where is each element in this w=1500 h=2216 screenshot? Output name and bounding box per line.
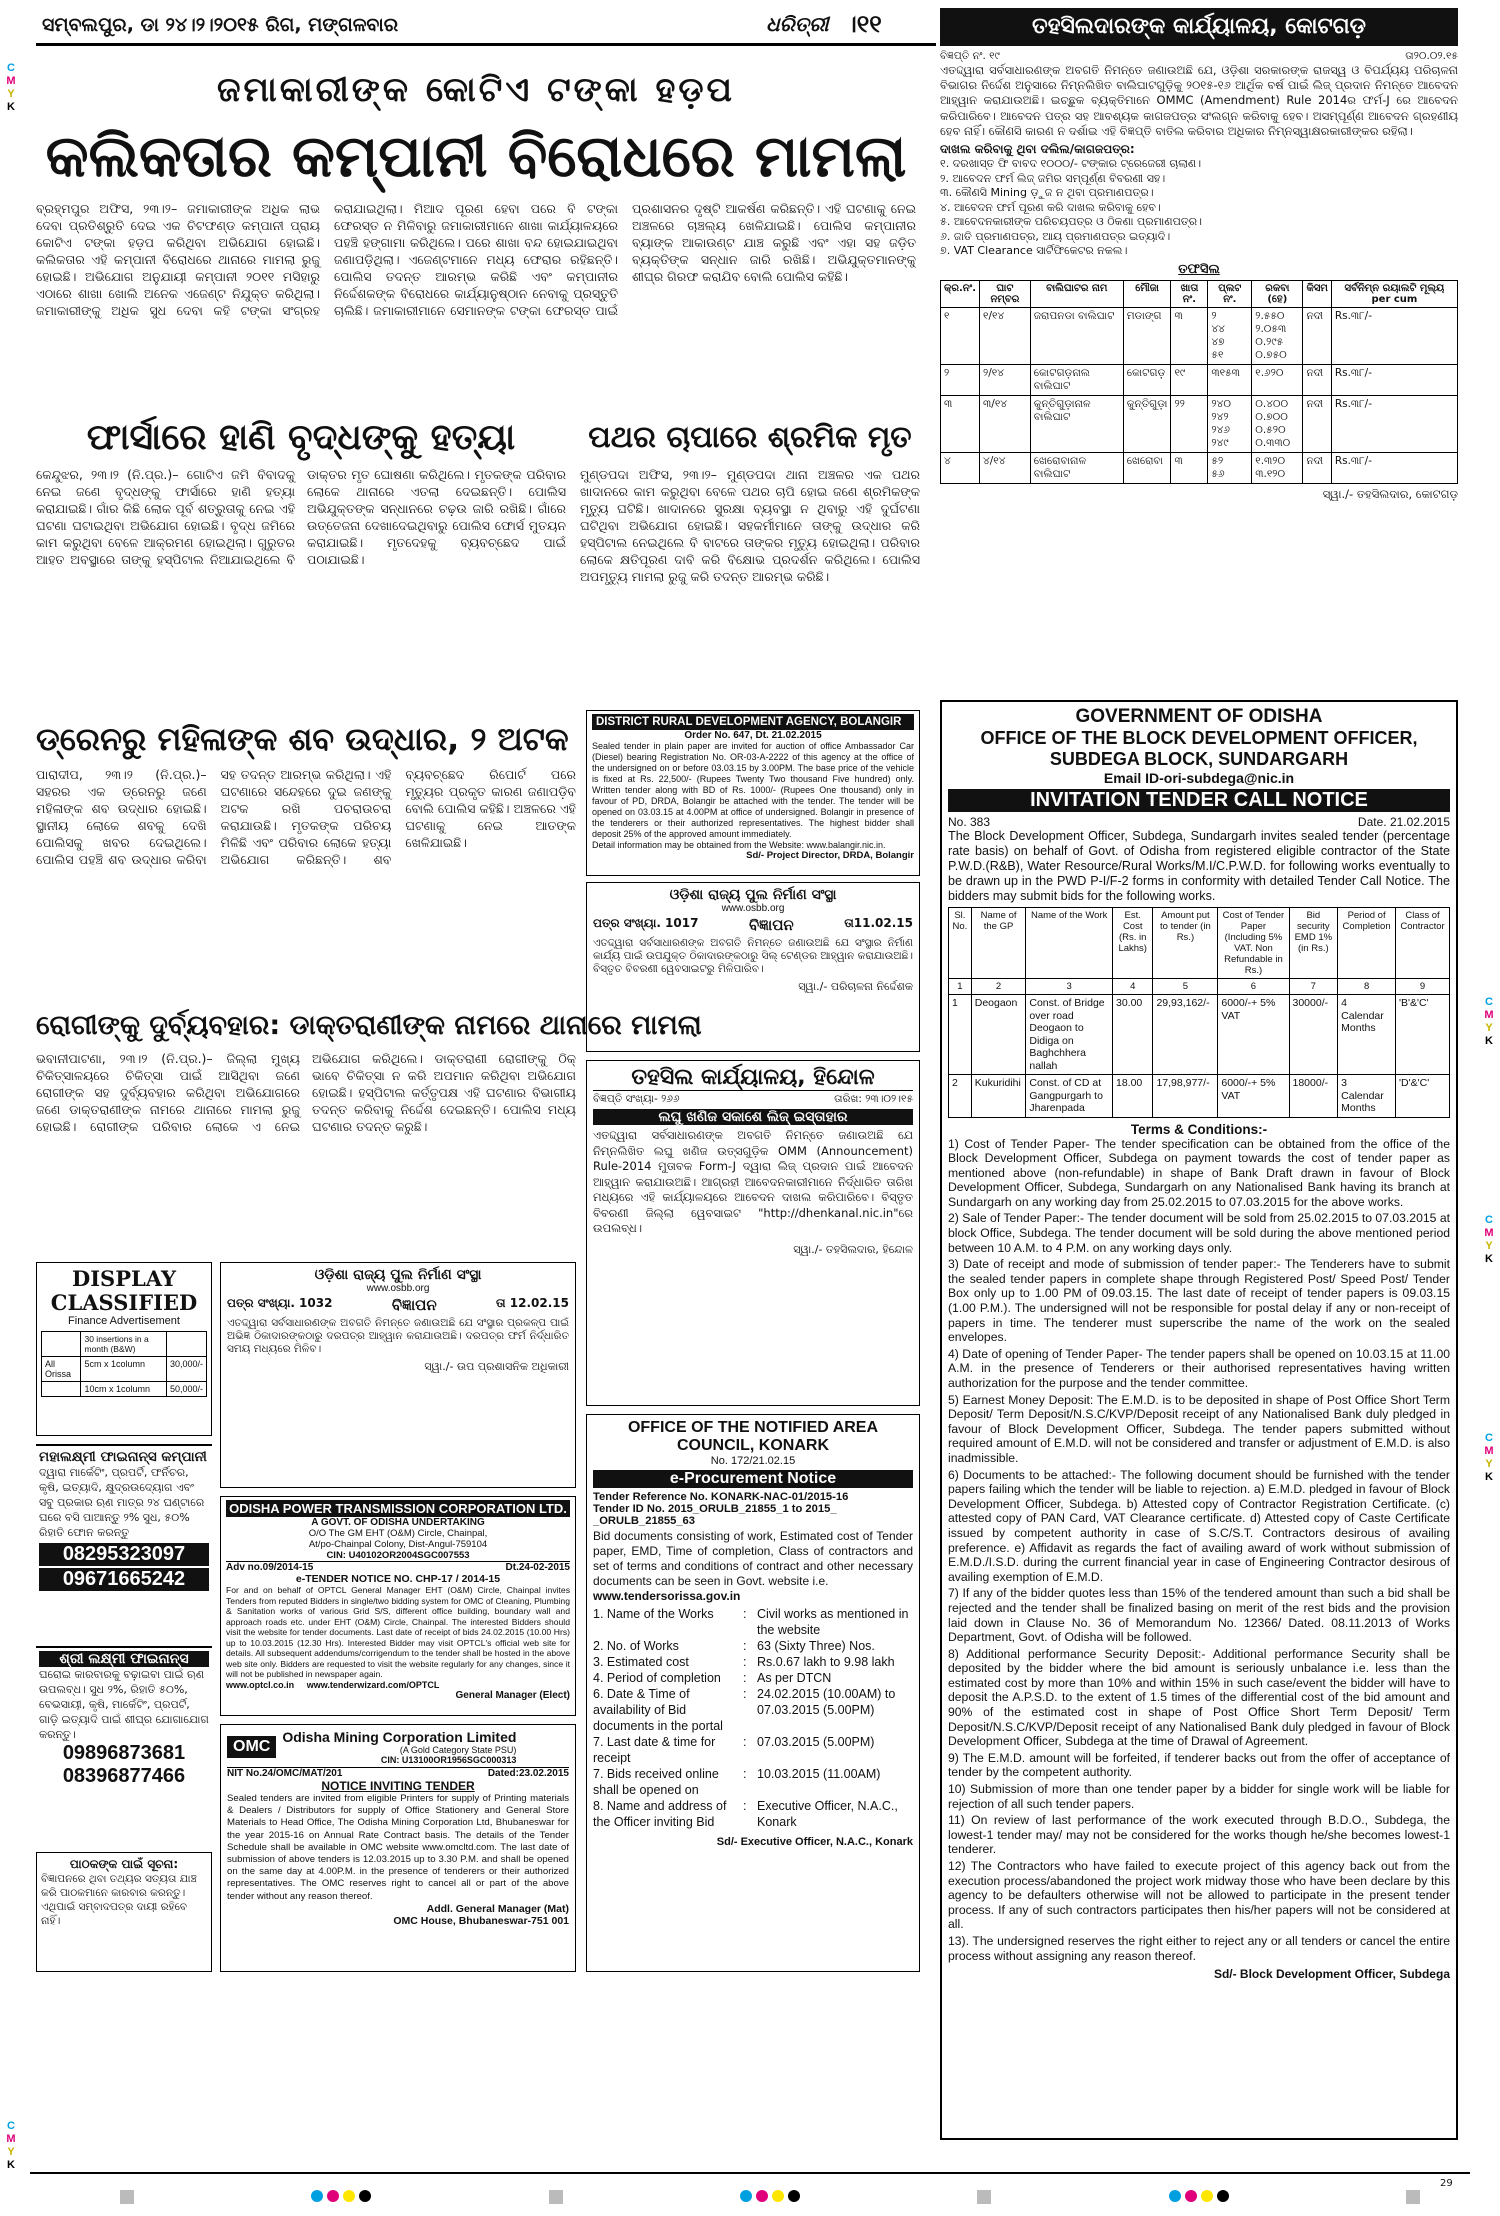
bdo-terms (948, 1137, 1450, 1964)
kotgarh-cell: ୪ (941, 452, 980, 483)
kotgarh-notice (940, 50, 1458, 690)
nac-item (593, 1798, 913, 1830)
nac-item-sep: : (743, 1687, 747, 1701)
bdo-term: 6) Documents to be attached:- The following document should be furnished with the tender papers failing which the tender will be liable to rejection. a) E.M.D. pledged in favour of Block Development Officer, Subdega. b) Attested copy of Contractor Registration Certificate. (c) attested copy of PAN Card, VAT Clearance certificate. d) Attested copy of Caste Certificate issued by competent authority in case of S.C/S.T. Contractors desirous of availing preference. e) Affidavit as regards the fact of availing award of work without submission of E.M.D./I.S.D. during the current financial year in case of Engineering Contractor desirous of availing exemption of E.M.D. (948, 1467, 1450, 1584)
bdo-sign: Sd/- Block Development Officer, Subdega (1213, 1967, 1450, 1982)
kotgarh-cell: ୫୨ ୫୬ (1208, 452, 1252, 483)
display-classified (36, 1262, 212, 1436)
footer-rule (30, 2172, 1470, 2174)
bdo-num-cell: 9 (1396, 979, 1450, 995)
table-row (941, 395, 1458, 452)
nac-item-value: 10.03.2015 (11.00AM) (757, 1767, 881, 1781)
bdo-header-cell: Class of Contractor (1396, 908, 1450, 979)
omc-sub: (A Gold Category State PSU) (399, 1745, 517, 1755)
kotgarh-doc-item: ୧. ଦରଖାସ୍ତ ଫି ବାବଦ ୧୦୦୦/- ଟଙ୍କାର ଟ୍ରେଜେରୀ ଚାଲାଣ। (940, 157, 1202, 171)
omc-body: Sealed tenders are invited from eligible Printers for supply of Printing materials & Dealers / Distributors for supply of Office Stationery and General Store Materials to Head Office, The Odisha Mining Corporation Ltd, Bhubaneswar for the year 2015-16 on Annual Rate Contract basis. The details of the Tender Schedule shall be available in OMC website www.omcltd.com. The last date of submission of above tenders is 12.03.2015 up to 3.30 P.M. and shall be opened on the same day at 4.00P.M. in the presence of tenderers or their authorized representatives. The OMC reserves right to cancel all or part of the above tender without any reason thereof. (227, 1793, 569, 1902)
kotgarh-cell: ୧୯ (1171, 364, 1208, 395)
optcl-date: Dt.24-02-2015 (505, 1562, 570, 1573)
osbb2-sign: ସ୍ୱା./- ଉପ ପ୍ରଶାସନିକ ଅଧିକାରୀ (424, 1360, 569, 1373)
story4-body: ପାରାଦୀପ, ୨୩।୨ (ନି.ପ୍ର.)– ସହରର ଏକ ଡ୍ରେନରୁ ଜଣେ ମହିଳାଙ୍କ ଶବ ଉଦ୍ଧାର ହୋଇଛି। ସ୍ଥାନୀୟ ଲୋକେ ଶବକୁ ଦେଖି ପୋଲିସକୁ ଖବର ଦେଇଥିଲେ। ପୋଲିସ ପହଞ୍ଚି ଶବ ଉଦ୍ଧାର କରିବା ସହ ତଦନ୍ତ ଆରମ୍ଭ କରିଥିଲା। ଏହି ଘଟଣାରେ ସନ୍ଦେହରେ ଦୁଇ ଜଣଙ୍କୁ ଅଟକ ରଖି ପଚରାଉଚରା କରାଯାଉଛି। ମୃତକଙ୍କ ପରିଚୟ ମିଳିଛି ଏବଂ ପରିବାର ଲୋକେ ହତ୍ୟା ଅଭିଯୋଗ କରିଛନ୍ତି। ଶବ ବ୍ୟବଚ୍ଛେଦ ରିପୋର୍ଟ ପରେ ମୃତ୍ୟୁର ପ୍ରକୃତ କାରଣ ଜଣାପଡ଼ିବ ବୋଲି ପୋଲିସ କହିଛି। ଅଞ୍ଚଳରେ ଏହି ଘଟଣାକୁ ନେଇ ଆତଙ୍କ ଖେଳିଯାଇଛି। (36, 767, 576, 867)
nac-ad (586, 1414, 920, 1972)
nac-item-sep: : (743, 1799, 747, 1813)
bdo-email: Email ID-ori-subdega@nic.in (1103, 770, 1295, 786)
optcl-cin: CIN: U40102OR2004SGC007553 (326, 1550, 470, 1561)
table-row (949, 995, 1450, 1075)
osbb1-sign: ସ୍ୱା./- ପରିଚାଳନା ନିର୍ଦ୍ଦେଶକ (798, 980, 913, 993)
bdo-term: 1) Cost of Tender Paper- The tender specification can be obtained from the office of the Block Development Officer, Subdega on payment towards the cost of tender paper as mentioned above (non-refundable) in shape of Bank Draft drawn in favour of Block Development Officer, Subdega, Sundargarh on any Nationalised Bank having its branch at Sundargarh on any working day from 25.02.2015 to 07.03.2015 for the above works. (948, 1136, 1450, 1209)
finance-ad-1 (36, 1444, 212, 1640)
bdo-term: 2) Sale of Tender Paper:- The tender document will be sold from 25.02.2015 to 07.03.2015 at block Office, Subdega. The tender document will be sold during the above mentioned period between 10 A.M. to 4 P.M. on any working days only. (948, 1211, 1450, 1255)
omc-logo: OMC (227, 1736, 276, 1758)
optcl-web-2[interactable]: www.tenderwizard.com/OPTCL (306, 1679, 440, 1690)
nac-intro: Bid documents consisting of work, Estimated cost of Tender paper, EMD, Time of completion, Class of contractors and set of terms and conditions of contract and other necessary documents can be seen in Govt. website i.e. (593, 1529, 913, 1588)
bdo-no: No. 383 (948, 815, 991, 829)
optcl-sub: A GOVT. OF ODISHA UNDERTAKING (311, 1517, 485, 1528)
kotgarh-cell: ୨୨ (1171, 395, 1208, 452)
bdo-cell: Deogaon (971, 995, 1026, 1075)
bdo-header-cell: Sl. No. (949, 908, 972, 979)
kotgarh-cell: ୨.୫୫୦ ୨.୦୫୩ ୦.୨୯୫ ୦.୭୫୦ (1252, 307, 1303, 364)
nac-item-label: 7. Bids received online shall be opened on (593, 1767, 719, 1797)
nac-item-label: 2. No. of Works (593, 1639, 679, 1653)
optcl-title: ODISHA POWER TRANSMISSION CORPORATION LTD. (226, 1500, 570, 1517)
kotgarh-cell: କୋଟଗଡ଼ (1123, 364, 1171, 395)
kotgarh-header-cell: କ୍ର.ନଂ. (941, 280, 980, 307)
bdo-term: 12) The Contractors who have failed to execute project of this agency back out from the execution process/abandoned the project work midway those who have been declare by this agency to be defaulters otherwise will not be allowed to participate in the present tender process. If any of such contractors participates then his/her papers will not be considered at all. (948, 1859, 1450, 1932)
nac-ref-1: Tender Reference No. KONARK-NAC-01/2015-16 (593, 1491, 849, 1503)
finance2-phone-1: 09896873681 (62, 1742, 186, 1764)
bdo-term: 3) Date of receipt and mode of submission of tender paper:- The Tenderers have to submit the sealed tender papers in complete shape through Registered Post/ Speed Post/ Tender Box only up to 1.00 PM of 09.03.15. The last date of receipt of tender papers is 09.03.15 (1.00 P.M.). The undersigned will not be responsible for postal delay if any or non-receipt of papers in time. The tenderer must superscribe the name of the work on the sealed envelopes. (948, 1257, 1450, 1345)
kotgarh-title-bar (940, 8, 1458, 46)
masthead-page-number: ।୧୧ (846, 10, 882, 38)
kotgarh-header-cell: ଖାତା ନଂ. (1171, 280, 1208, 307)
bdo-header-cell: Name of the GP (971, 908, 1026, 979)
bdo-title-1: GOVERNMENT OF ODISHA (1075, 706, 1323, 727)
finance1-phone-1: 08295323097 (39, 1543, 209, 1566)
bdo-cell: 18.00 (1112, 1075, 1152, 1118)
masthead-paper: ଧରିତ୍ରୀ (766, 12, 829, 36)
table-row (941, 452, 1458, 483)
bdo-title-2: OFFICE OF THE BLOCK DEVELOPMENT OFFICER, (980, 728, 1418, 748)
nac-title-2: COUNCIL, KONARK (677, 1437, 829, 1454)
drda-body: Sealed tender in plain paper are invited for auction of office Ambassador Car (Diesel) bearing Registration No. OR-03-A-2222 of this agency at the office of the undersigned on or before 03.03.15 by 3.00PM. The base price of the vehicle is fixed at Rs. 22,500/- (Rupees Twenty Two thousand Five hundred) only. Written tender along with BD of Rs. 1000/- (Rupees One thousand) only in favour of PD, DRDA, Bolangir be attached with the tender. The tender will be opened on 03.03.15 at 4.00PM at office of undersigned. Bolangir in presence of the tenderers or their authorized representatives. The highest bidder shall deposit 25% of the approved amount immediately. (592, 741, 914, 839)
kotgarh-cell: ୨/୧୪ (980, 364, 1031, 395)
nac-site[interactable]: www.tendersorissa.gov.in (593, 1589, 741, 1603)
omc-sign-2: OMC House, Bhubaneswar-751 001 (393, 1914, 569, 1927)
story5-headline: ରୋଗୀଙ୍କୁ ଦୁର୍ବ୍ୟବହାର: ଡାକ୍ତରାଣୀଙ୍କ ନାମରେ ଥାନାରେ ମାମଲା (36, 1010, 702, 1041)
nac-item (593, 1654, 913, 1670)
bdo-num-cell: 6 (1218, 979, 1289, 995)
optcl-sign: General Manager (Elect) (455, 1689, 570, 1701)
nac-item-sep: : (743, 1767, 747, 1781)
osbb-ad-2 (220, 1262, 576, 1488)
omc-date: Dated:23.02.2015 (487, 1768, 569, 1779)
footer-colorbar (120, 2190, 1420, 2206)
bdo-cell: Kukuridihi (971, 1075, 1026, 1118)
kotgarh-cell: ୨ (941, 364, 980, 395)
kotgarh-cell: ୧.୬୨୦ (1252, 364, 1303, 395)
display-classified-table: 30 insertions in a month (B&W) All Orissa 5cm x 1column 30,000/- 10cm x 1column 50,000/- (41, 1331, 207, 1397)
bdo-num-cell: 3 (1026, 979, 1113, 995)
kotgarh-doc-item: ୬. ଜାତି ପ୍ରମାଣପତ୍ର, ଆୟ ପ୍ରମାଣପତ୍ର ଇତ୍ୟାଦି। (940, 229, 1171, 243)
bdo-term: 13). The undersigned reserves the right either to reject any or all tenders or cancel the entire process without assigning any reason thereof. (948, 1933, 1450, 1963)
bdo-term: 4) Date of opening of Tender Paper- The tender papers shall be opened on 10.03.15 at 11.00 A.M. in the presence of Tenderers or their authorised representatives having written authorization for the purpose and the tender committee. (948, 1346, 1450, 1390)
kotgarh-cell: Rs.୩୮/- (1331, 364, 1457, 395)
bdo-cell: 6000/-+ 5% VAT (1218, 995, 1289, 1075)
nac-item-label: 8. Name and address of the Officer inviting Bid (593, 1799, 727, 1829)
hindol-body: ଏତଦ୍ଦ୍ୱାରା ସର୍ବସାଧାରଣଙ୍କ ଅବଗତି ନିମନ୍ତେ ଜଣାଉଅଛି ଯେ ନିମ୍ନଲିଖିତ ଲଘୁ ଖଣିଜ ଉତ୍ସଗୁଡ଼ିକ OMM (Announcement) Rule-2014 ମୁତାବକ Form-J ଦ୍ୱାରା ଲିଜ୍ ପ୍ରଦାନ ପାଇଁ ଆବେଦନ ଆହ୍ୱାନ କରାଯାଉଅଛି। ଆଗ୍ରହୀ ଆବେଦନକାରୀମାନେ ନିର୍ଦ୍ଧାରିତ ତାରିଖ ମଧ୍ୟରେ ଏହି କାର୍ଯ୍ୟାଳୟରେ ଆବେଦନ ଦାଖଲ କରିପାରିବେ। ବିସ୍ତୃତ ବିବରଣୀ ଜିଲ୍ଲା ୱେବସାଇଟ "http://dhenkanal.nic.in"ରେ ଉପଲବ୍ଧ। (593, 1128, 913, 1235)
kotgarh-cell: କୋଟଗଡ଼ନାଲ ବାଲିଘାଟ (1030, 364, 1123, 395)
kotgarh-cell: ଖେରୋବା (1123, 452, 1171, 483)
kotgarh-title: ତହସିଲଦାରଙ୍କ କାର୍ଯ୍ୟାଳୟ, କୋଟଗଡ଼ (1032, 14, 1366, 39)
nac-item-label: 4. Period of completion (593, 1671, 721, 1685)
bdo-cell: 2 (949, 1075, 972, 1118)
kotgarh-header-cell: ମୌଜା (1123, 280, 1171, 307)
kotgarh-cell: ୩ (1171, 307, 1208, 364)
kotgarh-cell: ୨୪୦ ୨୪୨ ୨୪୬ ୨୪୯ (1208, 395, 1252, 452)
nac-item-label: 1. Name of the Works (593, 1607, 714, 1621)
osbb2-date: ତା 12.02.15 (496, 1296, 569, 1310)
nac-item-value: Rs.0.67 lakh to 9.98 lakh (757, 1655, 895, 1669)
nac-ref-3: _ORULB_21855_63 (593, 1515, 695, 1527)
kotgarh-cell: ୩/୧୪ (980, 395, 1031, 452)
bdo-header-cell: Period of Completion (1338, 908, 1396, 979)
hindol-ad (586, 1060, 920, 1406)
kotgarh-doc-item: ୪. ଆବେଦନ ଫର୍ମ ପୂରଣ କରି ଦାଖଲ କରିବାକୁ ହେବ। (940, 200, 1161, 214)
kotgarh-cell: ନଦୀ (1303, 452, 1331, 483)
osbb2-label: ବିଜ୍ଞାପନ (391, 1296, 437, 1314)
nac-items (593, 1606, 913, 1830)
nac-item-value: Civil works as mentioned in the website (757, 1607, 909, 1637)
kotgarh-table (940, 280, 1458, 484)
nac-bar: e-Procurement Notice (593, 1470, 913, 1488)
kotgarh-sign: ସ୍ୱା./- ତହସିଲଦାର, କୋଟଗଡ଼ (1322, 486, 1458, 501)
kotgarh-cell: ମଡାଙ୍ଗ (1123, 307, 1171, 364)
kotgarh-doc-item: ୩. କୌଣସି Mining ଡ଼ୁଜ ନ ଥିବା ପ୍ରମାଣପତ୍ର। (940, 186, 1154, 200)
story4-headline: ଡ୍ରେନରୁ ମହିଳାଙ୍କ ଶବ ଉଦ୍ଧାର, ୨ ଅଟକ (36, 720, 569, 758)
optcl-ad (220, 1496, 576, 1716)
lead-kicker: ଜମାକାରୀଙ୍କ କୋଟିଏ ଟଙ୍କା ହଡ଼ପ (217, 70, 735, 110)
nac-item (593, 1686, 913, 1734)
nac-item (593, 1766, 913, 1798)
kotgarh-docs (940, 157, 1458, 259)
hindol-date: ତାରିଖ: ୨୩।୦୨।୧୫ (834, 1093, 913, 1105)
finance2-phone-2: 08396877466 (62, 1765, 186, 1787)
osbb2-title: ଓଡ଼ିଶା ରାଜ୍ୟ ପୁଲ ନିର୍ମାଣ ସଂସ୍ଥା (314, 1267, 482, 1283)
bdo-term: 11) On review of last performance of the work executed through B.D.O., Subdega, the lowest-1 tender may/ may not be considered for the works though he/she becomes lowest-1 tenderer. (948, 1813, 1450, 1857)
bdo-term: 5) Earnest Money Deposit: The E.M.D. is to be deposited in shape of Post Office Short Term Deposit/ Term Deposit/N.S.C/KVP/Deposit receipt of any Nationalised Bank duly pledged in favour of Block Development Officer, Subdega. The tender papers submitted without required amount of E.M.D. will not be considered and transfer or adjustment of E.M.D. is also inadmissible. (948, 1392, 1450, 1465)
display-classified-sub: Finance Advertisement (68, 1315, 180, 1327)
bdo-cell: 30.00 (1112, 995, 1152, 1075)
kotgarh-cell: ଜରାପନଡା ବାଲିଘାଟ (1030, 307, 1123, 364)
bdo-term: 7) If any of the bidder quotes less than 15% of the tendered amount than such a bid shall be rejected and the tender shall be finalized basing on merit of the rest bids and the provision laid down in Clause No. 36 of Memorandum No. 12366/ Dated. 08.11.2013 of Works Department, Govt. of Odisha will be followed. (948, 1586, 1450, 1645)
bdo-cell: 6000/-+ 5% VAT (1218, 1075, 1289, 1118)
optcl-addr: At/po-Chainpal Colony, Dist-Angul-759104 (308, 1539, 488, 1550)
nac-item (593, 1606, 913, 1638)
kotgarh-cell: ୩ (941, 395, 980, 452)
bdo-term: 10) Submission of more than one tender paper by a bidder for single work will be liable for rejection of all such tender papers. (948, 1782, 1450, 1811)
bdo-num-cell: 1 (949, 979, 972, 995)
nac-item (593, 1734, 913, 1766)
bdo-intro: The Block Development Officer, Subdega, Sundargarh invites sealed tender (percentage rate basis) on behalf of Govt. of Odisha from registered eligible contractor of the State P.W.D.(R&B), Water Resource/Rural Works/M.I/C.P.W.D. for following works eventually to be drawn up in the PWD P-I/F-2 forms in conformity with detailed Tender Call Notice. The bidders may submit bids for the following works. (948, 829, 1450, 903)
bdo-cell: 17,98,977/- (1153, 1075, 1218, 1118)
masthead (36, 8, 936, 46)
finance2-body: ଘରୋଇ କାରବାରକୁ ବଢ଼ାଇବା ପାଇଁ ଋଣ ଉପଲବ୍ଧ। ସୁଧ ୨%, ରିହାତି ୫୦%, ବେଭସାୟୀ, କୃଷି, ମାର୍କେଟିଂ, ପ୍ରପର୍ଟି, ଗାଡ଼ି ଇତ୍ୟାଦି ପାଇଁ ଶୀଘ୍ର ଯୋଗାଯୋଗ କରନ୍ତୁ। (39, 1668, 209, 1741)
story3-headline: ପଥର ଚାପାରେ ଶ୍ରମିକ ମୃତ (588, 420, 912, 455)
kotgarh-cell: ନଦୀ (1303, 307, 1331, 364)
lead-body: ବ୍ରହ୍ମପୁର ଅଫିସ, ୨୩।୨– ଜମାକାରୀଙ୍କ ଅଧିକ ଲାଭ ଦେବା ପ୍ରତିଶ୍ରୁତି ଦେଇ ଏକ ଚିଟଫଣ୍ଡ କମ୍ପାନୀ ପ୍ରାୟ କୋଟିଏ ଟଙ୍କା ହଡ଼ପ କରିଥିବା ଅଭିଯୋଗ ହୋଇଛି। କଲିକତାର ଏହି କମ୍ପାନୀ ବିରୋଧରେ ଥାନାରେ ମାମଲା ରୁଜୁ ହୋଇଛି। ଅଭିଯୋଗ ଅନୁଯାୟୀ କମ୍ପାନୀ ୨୦୧୧ ମସିହାରୁ ଏଠାରେ ଶାଖା ଖୋଲି ଅନେକ ଏଜେଣ୍ଟ ନିଯୁକ୍ତ କରିଥିଲା। ଜମାକାରୀଙ୍କୁ ଅଧିକ ସୁଧ ଦେବା କହି ଟଙ୍କା ସଂଗ୍ରହ କରାଯାଇଥିଲା। ମିଆଦ ପୂରଣ ହେବା ପରେ ବି ଟଙ୍କା ଫେରସ୍ତ ନ ମିଳିବାରୁ ଜମାକାରୀମାନେ ଶାଖା କାର୍ଯ୍ୟାଳୟରେ ପହଞ୍ଚି ହଙ୍ଗାମା କରିଥିଲେ। ପରେ ଶାଖା ବନ୍ଦ ହୋଇଯାଇଥିବା ଜଣାପଡ଼ିଥିଲା। ଏଜେଣ୍ଟମାନେ ମଧ୍ୟ ଫେରାର ରହିଛନ୍ତି। ପୋଲିସ ତଦନ୍ତ ଆରମ୍ଭ କରିଛି ଏବଂ କମ୍ପାନୀର ନିର୍ଦ୍ଦେଶକଙ୍କ ବିରୋଧରେ କାର୍ଯ୍ୟାନୁଷ୍ଠାନ ନେବାକୁ ପ୍ରସ୍ତୁତି ଚାଲିଛି। ଜମାକାରୀମାନେ ସେମାନଙ୍କ ଟଙ୍କା ଫେରସ୍ତ ପାଇଁ ପ୍ରଶାସନର ଦୃଷ୍ଟି ଆକର୍ଷଣ କରିଛନ୍ତି। ଏହି ଘଟଣାକୁ ନେଇ ଅଞ୍ଚଳରେ ଚାଞ୍ଚଲ୍ୟ ଖେଳିଯାଇଛି। ପୋଲିସ କମ୍ପାନୀର ବ୍ୟାଙ୍କ ଆକାଉଣ୍ଟ ଯାଞ୍ଚ କରୁଛି ଏବଂ ଏହା ସହ ଜଡ଼ିତ ବ୍ୟକ୍ତିଙ୍କ ସନ୍ଧାନ ଜାରି ରଖିଛି। ଅଭିଯୁକ୍ତମାନଙ୍କୁ ଶୀଘ୍ର ଗିରଫ କରାଯିବ ବୋଲି ପୋଲିସ କହିଛି। (36, 201, 916, 318)
reader-note (36, 1852, 212, 1972)
kotgarh-body: ଏତଦ୍ଦ୍ୱାରା ସର୍ବସାଧାରଣଙ୍କ ଅବଗତି ନିମନ୍ତେ ଜଣାଉଅଛି ଯେ, ଓଡ଼ିଶା ସରକାରଙ୍କ ରାଜସ୍ୱ ଓ ବିପର୍ଯ୍ୟୟ ପରିଚାଳନା ବିଭାଗର ନିର୍ଦ୍ଦେଶ ଅନୁସାରେ ନିମ୍ନଲିଖିତ ବାଲିଘାଟଗୁଡ଼ିକୁ ୨୦୧୫-୧୬ ଆର୍ଥିକ ବର୍ଷ ପାଇଁ ଲିଜ୍ ପ୍ରଦାନ ନିମନ୍ତେ ଆବେଦନ ଆହ୍ୱାନ କରାଯାଉଅଛି। ଇଚ୍ଛୁକ ବ୍ୟକ୍ତିମାନେ OMMC (Amendment) Rule 2014ର ଫର୍ମ-J ରେ ଆବେଦନ କରିପାରିବେ। ଆବେଦନ ପତ୍ର ସହ ଆବଶ୍ୟକ କାଗଜପତ୍ର ସଂଲଗ୍ନ କରିବାକୁ ହେବ। ଅସମ୍ପୂର୍ଣ୍ଣ ଆବେଦନ ଗ୍ରହଣୀୟ ହେବ ନାହିଁ। କୌଣସି କାରଣ ନ ଦର୍ଶାଇ ଏହି ବିଜ୍ଞପ୍ତି ବାତିଲ କରିବାର ଅଧିକାର ନିମ୍ନସ୍ୱାକ୍ଷରକାରୀଙ୍କର ରହିଲା। (940, 63, 1458, 138)
osbb2-no: ପତ୍ର ସଂଖ୍ୟା. 1032 (227, 1296, 333, 1310)
cmyk-mark-right-3: C M Y K (1484, 1432, 1494, 1483)
bdo-header-cell: Bid security EMD 1% (in Rs.) (1289, 908, 1338, 979)
osbb1-label: ବିଜ୍ଞାପନ (748, 916, 794, 934)
bdo-title-3: SUBDEGA BLOCK, SUNDARGARH (1049, 749, 1349, 769)
optcl-office: O/O The GM EHT (O&M) Circle, Chainpal, (308, 1528, 488, 1539)
bdo-table (948, 907, 1450, 1118)
cmyk-mark-left-top: C M Y K (6, 62, 16, 113)
bdo-cell: 3 Calendar Months (1338, 1075, 1396, 1118)
bdo-cell: 4 Calendar Months (1338, 995, 1396, 1075)
display-classified-title: DISPLAY CLASSIFIED (50, 1266, 198, 1315)
bdo-header-cell: Est. Cost (Rs. in Lakhs) (1112, 908, 1152, 979)
story2-headline: ଫାର୍ସାରେ ହାଣି ବୃଦ୍ଧଙ୍କୁ ହତ୍ୟା (86, 417, 516, 458)
table-row (941, 307, 1458, 364)
omc-heading: NOTICE INVITING TENDER (321, 1779, 475, 1793)
reader-note-body: ବିଜ୍ଞାପନରେ ଥିବା ତଥ୍ୟର ସତ୍ୟତା ଯାଞ୍ଚ କରି ପାଠକମାନେ କାରବାର କରନ୍ତୁ। ଏଥିପାଇଁ ସମ୍ବାଦପତ୍ର ଦାୟୀ ରହିବେ ନାହିଁ। (41, 1873, 197, 1927)
nac-item-value: 07.03.2015 (5.00PM) (757, 1735, 875, 1749)
story3-body: ମୁଣ୍ଡପଦା ଅଫିସ, ୨୩।୨– ମୁଣ୍ଡପଦା ଥାନା ଅଞ୍ଚଳର ଏକ ପଥର ଖାଦାନରେ କାମ କରୁଥିବା ବେଳେ ପଥର ଚାପି ହୋଇ ଜଣେ ଶ୍ରମିକଙ୍କ ମୃତ୍ୟୁ ଘଟିଛି। ଖାଦାନରେ ସୁରକ୍ଷା ବ୍ୟବସ୍ଥା ନ ଥିବାରୁ ଏହି ଦୁର୍ଘଟଣା ଘଟିଥିବା ଅଭିଯୋଗ ହୋଇଛି। ସହକର୍ମୀମାନେ ତାଙ୍କୁ ଉଦ୍ଧାର କରି ହସ୍ପିଟାଲ ନେଇଥିଲେ ବି ବାଟରେ ତାଙ୍କର ମୃତ୍ୟୁ ହୋଇଥିଲା। ପରିବାର ଲୋକେ କ୍ଷତିପୂରଣ ଦାବି କରି ବିକ୍ଷୋଭ ପ୍ରଦର୍ଶନ କରିଥିଲେ। ପୋଲିସ ଅପମୃତ୍ୟୁ ମାମଲା ରୁଜୁ କରି ତଦନ୍ତ ଆରମ୍ଭ କରିଛି। (580, 467, 920, 584)
kotgarh-cell: ୩୧୫୩ (1208, 364, 1252, 395)
osbb1-body: ଏତଦ୍ଦ୍ୱାରା ସର୍ବସାଧାରଣଙ୍କ ଅବଗତି ନିମନ୍ତେ ଜଣାଉଅଛି ଯେ ସଂସ୍ଥାର ନିର୍ମାଣ କାର୍ଯ୍ୟ ପାଇଁ ଉପଯୁକ୍ତ ଠିକାଦାରଙ୍କଠାରୁ ସିଲ୍ ଟେଣ୍ଡର ଆହ୍ୱାନ କରାଯାଉଅଛି। ବିସ୍ତୃତ ବିବରଣୀ ୱେବସାଇଟରୁ ମିଳିପାରିବ। (593, 937, 913, 975)
optcl-adv: Adv no.09/2014-15 (226, 1562, 314, 1573)
bdo-cell: Const. of Bridge over road Deogaon to Didiga on Baghchhera nallah (1026, 995, 1113, 1075)
hindol-title: ତହସିଲ କାର୍ଯ୍ୟାଳୟ, ହିନ୍ଦୋଳ (593, 1065, 913, 1091)
nac-item-label: 3. Estimated cost (593, 1655, 689, 1669)
cmyk-mark-right-2: C M Y K (1484, 1214, 1494, 1265)
bdo-num-cell: 4 (1112, 979, 1152, 995)
kotgarh-cell: କୁନ୍ତିଗୁଡ଼ା (1123, 395, 1171, 452)
nac-item-sep: : (743, 1655, 747, 1669)
bdo-header-cell: Cost of Tender Paper (Including 5% VAT. Non Refundable in Rs.) (1218, 908, 1289, 979)
lead-headline: କଲିକତାର କମ୍ପାନୀ ବିରୋଧରେ ମାମଲା (45, 122, 907, 190)
finance2-title: ଶ୍ରୀ ଲକ୍ଷ୍ମୀ ଫାଇନାନ୍ସ (39, 1651, 209, 1667)
bdo-ad (940, 700, 1458, 2140)
kotgarh-cell: ୩ (1171, 452, 1208, 483)
drda-title: DISTRICT RURAL DEVELOPMENT AGENCY, BOLANGIR (592, 714, 914, 730)
bdo-header-cell: Name of the Work (1026, 908, 1113, 979)
nac-item-sep: : (743, 1639, 747, 1653)
kotgarh-cell: ନଦୀ (1303, 395, 1331, 452)
bdo-term: 8) Additional performance Security Deposit:- Additional performance Security shall be deposited by the bidder where the bid amount is seriously unbalance i.e. less than the estimated cost by more than 10% and within 15% in such case/event the bidder will have to deposit the A.P.S.D. to the extent of 1.5 times of the differential cost of the bid amount and 90% of the estimated cost in shape of Post Office Short Term Deposit/ Term Deposit/N.S.C/KVP/Deposit receipt of any Nationalised Bank duly pledged in favour of Block Development Officer, Subdega at the time of Drawal of Agreement. (948, 1646, 1450, 1749)
optcl-web-1[interactable]: www.optcl.co.in (226, 1679, 295, 1690)
bdo-date: Date. 21.02.2015 (1357, 815, 1450, 829)
bdo-bar: INVITATION TENDER CALL NOTICE (948, 789, 1450, 812)
story2-body: କେନ୍ଦୁଝର, ୨୩।୨ (ନି.ପ୍ର.)– ଗୋଟିଏ ଜମି ବିବାଦକୁ ନେଇ ଜଣେ ବୃଦ୍ଧଙ୍କୁ ଫାର୍ସାରେ ହାଣି ହତ୍ୟା କରାଯାଇଛି। ଗାଁର କିଛି ଲୋକ ପୂର୍ବ ଶତ୍ରୁତାକୁ ନେଇ ଏହି ଘଟଣା ଘଟାଇଥିବା ଅଭିଯୋଗ ହୋଇଛି। ବୃଦ୍ଧ ଜମିରେ କାମ କରୁଥିବା ବେଳେ ଆକ୍ରମଣ ହୋଇଥିଲା। ଗୁରୁତର ଆହତ ଅବସ୍ଥାରେ ତାଙ୍କୁ ହସ୍ପିଟାଲ ନିଆଯାଇଥିଲେ ବି ଡାକ୍ତର ମୃତ ଘୋଷଣା କରିଥିଲେ। ମୃତକଙ୍କ ପରିବାର ଲୋକେ ଥାନାରେ ଏତଲା ଦେଇଛନ୍ତି। ପୋଲିସ ଅଭିଯୁକ୍ତଙ୍କ ସନ୍ଧାନରେ ଚଢ଼ଉ ଜାରି ରଖିଛି। ଗାଁରେ ଉତ୍ତେଜନା ଦେଖାଦେଇଥିବାରୁ ପୋଲିସ ଫୋର୍ସ ମୁତୟନ କରାଯାଇଛି। ମୃତଦେହକୁ ବ୍ୟବଚ୍ଛେଦ ପାଇଁ ପଠାଯାଇଛି। (36, 467, 566, 567)
bdo-cell: 30000/- (1289, 995, 1338, 1075)
nac-title-1: OFFICE OF THE NOTIFIED AREA (627, 1419, 879, 1436)
bdo-cell: 'D'&'C' (1396, 1075, 1450, 1118)
kotgarh-cell: ୪/୧୪ (980, 452, 1031, 483)
kotgarh-date: ତା୨୦.୦୨.୧୫ (1405, 50, 1458, 62)
bdo-cell: 29,93,162/- (1153, 995, 1218, 1075)
kotgarh-header-cell: ରକବା (ହେ) (1252, 280, 1303, 307)
kotgarh-cell: Rs.୩୮/- (1331, 307, 1457, 364)
osbb1-title: ଓଡ଼ିଶା ରାଜ୍ୟ ପୁଲ ନିର୍ମାଣ ସଂସ୍ଥା (669, 887, 837, 903)
finance1-title: ମହାଲକ୍ଷ୍ମୀ ଫାଇନାନ୍ସ କମ୍ପାନୀ (39, 1449, 207, 1465)
bdo-num-cell: 5 (1153, 979, 1218, 995)
bdo-cell: 1 (949, 995, 972, 1075)
story5-body: ଭବାନୀପାଟଣା, ୨୩।୨ (ନି.ପ୍ର.)– ଜିଲ୍ଲା ମୁଖ୍ୟ ଚିକିତ୍ସାଳୟରେ ଚିକିତ୍ସା ପାଇଁ ଆସିଥିବା ଜଣେ ରୋଗୀଙ୍କ ସହ ଦୁର୍ବ୍ୟବହାର କରିଥିବା ଅଭିଯୋଗରେ ଜଣେ ଡାକ୍ତରାଣୀଙ୍କ ନାମରେ ଥାନାରେ ମାମଲା ରୁଜୁ ହୋଇଛି। ରୋଗୀଙ୍କ ପରିବାର ଲୋକେ ଏ ନେଇ ଅଭିଯୋଗ କରିଥିଲେ। ଡାକ୍ତରାଣୀ ରୋଗୀଙ୍କୁ ଠିକ୍ ଭାବେ ଚିକିତ୍ସା ନ କରି ଅପମାନ କରିଥିବା ଅଭିଯୋଗ ହୋଇଛି। ହସ୍ପିଟାଲ କର୍ତ୍ତୃପକ୍ଷ ଏହି ଘଟଣାର ବିଭାଗୀୟ ତଦନ୍ତ କରିବାକୁ ନିର୍ଦ୍ଦେଶ ଦେଇଛନ୍ତି। ପୋଲିସ ମଧ୍ୟ ଘଟଣାର ତଦନ୍ତ କରୁଛି। (36, 1051, 576, 1134)
bdo-num-cell: 7 (1289, 979, 1338, 995)
nac-item-value: Executive Officer, N.A.C., Konark (757, 1799, 898, 1829)
kotgarh-header-cell: ସର୍ବନିମ୍ନ ରୟାଲଟି ମୂଲ୍ୟ per cum (1331, 280, 1457, 307)
masthead-date: ସମ୍ବଲପୁର, ଡା ୨୪।୨।୨୦୧୫ ରିଗ, ମଙ୍ଗଳବାର (42, 14, 399, 36)
hindol-sub: ଲଘୁ ଖଣିଜ ସକାଶେ ଲିଜ୍ ଇସ୍ତାହାର (593, 1109, 913, 1125)
nac-ref-2: Tender ID No. 2015_ORULB_21855_1 to 2015_ (593, 1503, 837, 1515)
omc-nit: NIT No.24/OMC/MAT/201 (227, 1768, 343, 1779)
hindol-sign: ସ୍ୱା./- ତହସିଲଦାର, ହିନ୍ଦୋଳ (793, 1242, 913, 1256)
kotgarh-cell: Rs.୩୮/- (1331, 395, 1457, 452)
nac-item-sep: : (743, 1671, 747, 1685)
nac-no: No. 172/21.02.15 (710, 1455, 796, 1467)
kotgarh-doc-item: ୨. ଆବେଦନ ଫର୍ମ ଲିଜ୍ ଜମିର ସମ୍ପୂର୍ଣ୍ଣ ବିବରଣୀ ସହ। (940, 171, 1166, 185)
bdo-term: 9) The E.M.D. amount will be forfeited, if tenderer backs out from the offer of acceptance of tender by the competent authority. (948, 1750, 1450, 1780)
bdo-header-cell: Amount put to tender (in Rs.) (1153, 908, 1218, 979)
nac-item-value: 63 (Sixty Three) Nos. (757, 1639, 875, 1653)
kotgarh-docs-title: ଦାଖଲ କରିବାକୁ ଥିବା ଦଲିଲ/କାଗଜପତ୍ର: (940, 142, 1135, 157)
bdo-cell: Const. of CD at Gangpurgarh to Jharenpada (1026, 1075, 1113, 1118)
nac-item-value: 24.02.2015 (10.00AM) to 07.03.2015 (5.00PM) (757, 1687, 896, 1717)
kotgarh-doc-item: ୭. VAT Clearance ସାର୍ଟିଫିକେଟର ନକଲ। (940, 244, 1128, 258)
bdo-num-cell: 8 (1338, 979, 1396, 995)
bdo-cell: 'B'&'C' (1396, 995, 1450, 1075)
kotgarh-cell: ୦.୪୦୦ ୦.୭୦୦ ୦.୫୨୦ ୦.୩୩୦ (1252, 395, 1303, 452)
hindol-no: ବିଜ୍ଞପ୍ତି ସଂଖ୍ୟା- ୨୬୬ (593, 1093, 680, 1105)
osbb1-date: ତା11.02.15 (844, 916, 913, 930)
omc-cin: CIN: U13100OR1956SGC000313 (380, 1755, 517, 1765)
kotgarh-header-cell: ପ୍ଲଟ ନଂ. (1208, 280, 1252, 307)
table-row (949, 1075, 1450, 1118)
omc-ad (220, 1724, 576, 1972)
reader-note-title: ପାଠକଙ୍କ ପାଇଁ ସୂଚନା: (69, 1857, 179, 1871)
kotgarh-cell: ନଦୀ (1303, 364, 1331, 395)
nac-item-value: As per DTCN (757, 1671, 832, 1685)
kotgarh-cell: ୧/୧୪ (980, 307, 1031, 364)
nac-item (593, 1638, 913, 1654)
osbb1-no: ପତ୍ର ସଂଖ୍ୟା. 1017 (593, 916, 699, 930)
osbb2-body: ଏତଦ୍ଦ୍ୱାରା ସର୍ବସାଧାରଣଙ୍କ ଅବଗତି ନିମନ୍ତେ ଜଣାଉଅଛି ଯେ ସଂସ୍ଥାର ପ୍ରକଳ୍ପ ପାଇଁ ଅଭିଜ୍ଞ ଠିକାଦାରଙ୍କଠାରୁ ଦରପତ୍ର ଆହ୍ୱାନ କରାଯାଉଅଛି। ଦରପତ୍ର ଫର୍ମ ନିର୍ଦ୍ଧାରିତ ସମୟ ମଧ୍ୟରେ ମିଳିବ। (227, 1317, 569, 1355)
kotgarh-cell: କୁନ୍ତିଗୁଡ଼ାନାଳ ବାଲିଘାଟ (1030, 395, 1123, 452)
finance1-phone-2: 09671665242 (39, 1568, 209, 1591)
kotgarh-no: ବିଜ୍ଞପ୍ତି ନଂ. ୧୯ (940, 50, 1000, 62)
kotgarh-cell: ୨ ୪୪ ୪୭ ୫୧ (1208, 307, 1252, 364)
osbb1-web: www.osbb.org (721, 903, 785, 914)
bdo-terms-title: Terms & Conditions:- (1130, 1121, 1268, 1137)
table-row (941, 364, 1458, 395)
bdo-num-cell: 2 (971, 979, 1026, 995)
nac-item-sep: : (743, 1735, 747, 1749)
omc-sign-1: Addl. General Manager (Mat) (426, 1902, 569, 1915)
cmyk-mark-left-bottom: C M Y K (6, 2120, 16, 2171)
kotgarh-table-title: ତଫସିଲ (1178, 261, 1220, 277)
nac-item-label: 6. Date & Time of availability of Bid documents in the portal (593, 1687, 723, 1733)
bdo-cell: 18000/- (1289, 1075, 1338, 1118)
optcl-notice: e-TENDER NOTICE NO. CHP-17 / 2014-15 (295, 1573, 501, 1585)
drda-ad (586, 710, 920, 876)
osbb2-web: www.osbb.org (366, 1283, 430, 1294)
kotgarh-cell: Rs.୩୮/- (1331, 452, 1457, 483)
finance1-body: ଦ୍ୱାରା ମାର୍କେଟିଂ, ପ୍ରପର୍ଟି, ଫର୍ନିଚର, କୃଷି, ଇତ୍ୟାଦି, କ୍ଷୁଦ୍ରଉଦ୍ୟୋଗ ଏବଂ ସବୁ ପ୍ରକାର ଋଣ ମାତ୍ର ୨୪ ଘଣ୍ଟାରେ ଘରେ ବସି ପାଆନ୍ତୁ ୨% ସୁଧ, ୫୦% ରିହାତି ଫୋନ କରନ୍ତୁ (39, 1466, 205, 1539)
omc-title: Odisha Mining Corporation Limited (282, 1729, 517, 1745)
drda-sign: Sd/- Project Director, DRDA, Bolangir (746, 850, 914, 861)
nac-sign: Sd/- Executive Officer, N.A.C., Konark (716, 1836, 913, 1848)
nac-item (593, 1670, 913, 1686)
kotgarh-header-cell: ବାଲିଘାଟର ନାମ (1030, 280, 1123, 307)
nac-item-sep: : (743, 1607, 747, 1621)
optcl-body: For and on behalf of OPTCL General Manager EHT (O&M) Circle, Chainpal invites Tenders from reputed Bidders in single/two bidding system for OMC of Cleaning, Plumbing & Sanitation works of various Grid S/S, different office building, boundary wall and approach roads etc. under EHT (O&M) Circle, Chainpal. The interested Bidders should visit the website for tender documents. Last date of receipt of bids 24.02.2015 (10.00 Hrs) up to 10.03.2015 (12.30 Hrs). Interested Bidder may visit OPTCL's official web site for details. All subsequent addendums/corrigendum to the tender shall be hosted in the above web site only. Bidders are requested to visit the website regularly for any changes, since it will not be published in newspaper again. (226, 1585, 570, 1679)
drda-detail: Detail information may be obtained from the Website: www.balangir.nic.in. (592, 840, 886, 850)
nac-item-label: 7. Last date & time for receipt (593, 1735, 716, 1765)
cmyk-mark-right-1: C M Y K (1484, 996, 1494, 1047)
kotgarh-header-cell: ଘାଟ ନମ୍ବର (980, 280, 1031, 307)
kotgarh-cell: ଖେରୋବାନାଳ ବାଲିଘାଟ (1030, 452, 1123, 483)
kotgarh-header-cell: କିସମ (1303, 280, 1331, 307)
drda-order: Order No. 647, Dt. 21.02.2015 (684, 730, 822, 741)
kotgarh-cell: ୧ (941, 307, 980, 364)
footer-page: 29 (1440, 2178, 1453, 2189)
kotgarh-cell: ୧.୩୨୦ ୩.୧୨୦ (1252, 452, 1303, 483)
finance-ad-2 (36, 1646, 212, 1844)
kotgarh-doc-item: ୫. ଆବେଦନକାରୀଙ୍କ ପରିଚୟପତ୍ର ଓ ଠିକଣା ପ୍ରମାଣପତ୍ର। (940, 215, 1202, 229)
